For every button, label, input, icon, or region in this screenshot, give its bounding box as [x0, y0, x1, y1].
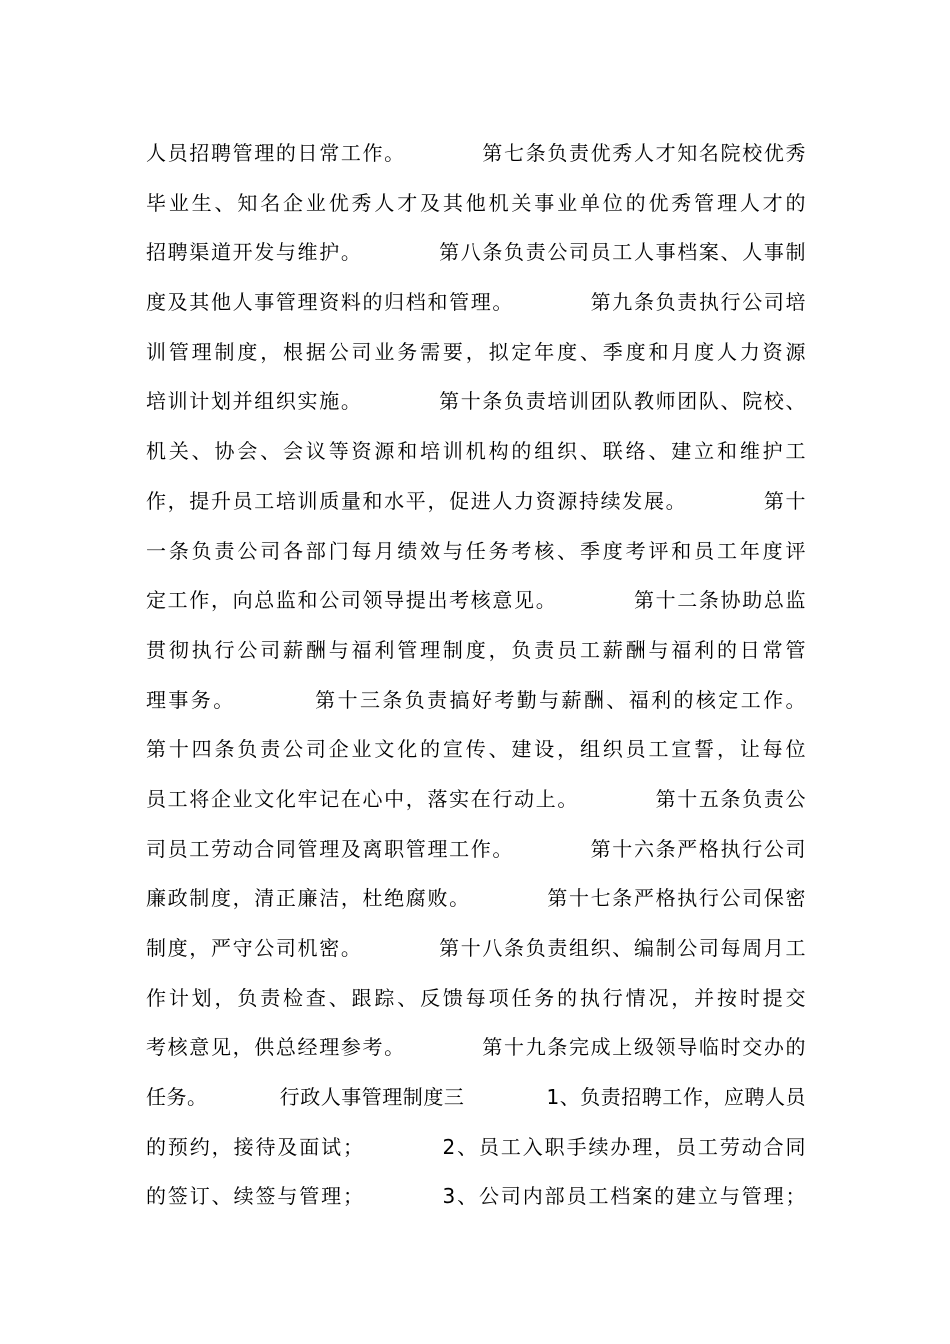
- text-line: 培训计划并组织实施。 第十条负责培训团队教师团队、院校、: [146, 389, 806, 414]
- text-line: 训管理制度，根据公司业务需要，拟定年度、季度和月度人力资源: [146, 339, 806, 364]
- text-line: 一条负责公司各部门每月绩效与任务考核、季度考评和员工年度评: [146, 538, 806, 563]
- text-line: 司员工劳动合同管理及离职管理工作。 第十六条严格执行公司: [146, 836, 806, 861]
- text-line: 作计划，负责检查、跟踪、反馈每项任务的执行情况，并按时提交: [146, 985, 806, 1010]
- text-line: 机关、协会、会议等资源和培训机构的组织、联络、建立和维护工: [146, 439, 806, 464]
- text-line: 人员招聘管理的日常工作。 第七条负责优秀人才知名院校优秀: [146, 141, 806, 165]
- text-line: 度及其他人事管理资料的归档和管理。 第九条负责执行公司培: [146, 290, 806, 315]
- text-line: 理事务。 第十三条负责搞好考勤与薪酬、福利的核定工作。: [146, 687, 806, 712]
- text-line: 员工将企业文化牢记在心中，落实在行动上。 第十五条负责公: [146, 786, 806, 811]
- text-line: 制度，严守公司机密。 第十八条负责组织、编制公司每周月工: [146, 936, 806, 960]
- text-line: 招聘渠道开发与维护。 第八条负责公司员工人事档案、人事制: [146, 240, 806, 265]
- text-line: 毕业生、知名企业优秀人才及其他机关事业单位的优秀管理人才的: [146, 190, 806, 215]
- text-line: 贯彻执行公司薪酬与福利管理制度，负责员工薪酬与福利的日常管: [146, 637, 806, 662]
- text-line: 考核意见，供总经理参考。 第十九条完成上级领导临时交办的: [146, 1035, 806, 1060]
- text-line: 定工作，向总监和公司领导提出考核意见。 第十二条协助总监: [146, 588, 806, 613]
- text-line: 的签订、续签与管理； 3、公司内部员工档案的建立与管理；: [146, 1184, 806, 1209]
- text-line: 廉政制度，清正廉洁，杜绝腐败。 第十七条严格执行公司保密: [146, 886, 806, 911]
- text-line: 任务。 行政人事管理制度三 1、负责招聘工作，应聘人员: [146, 1085, 806, 1110]
- text-line: 作，提升员工培训质量和水平，促进人力资源持续发展。 第十: [146, 488, 806, 513]
- text-line: 的预约，接待及面试； 2、员工入职手续办理，员工劳动合同: [146, 1134, 806, 1159]
- text-line: 第十四条负责公司企业文化的宣传、建设，组织员工宣誓，让每位: [146, 737, 806, 762]
- body-text: [146, 129, 806, 1222]
